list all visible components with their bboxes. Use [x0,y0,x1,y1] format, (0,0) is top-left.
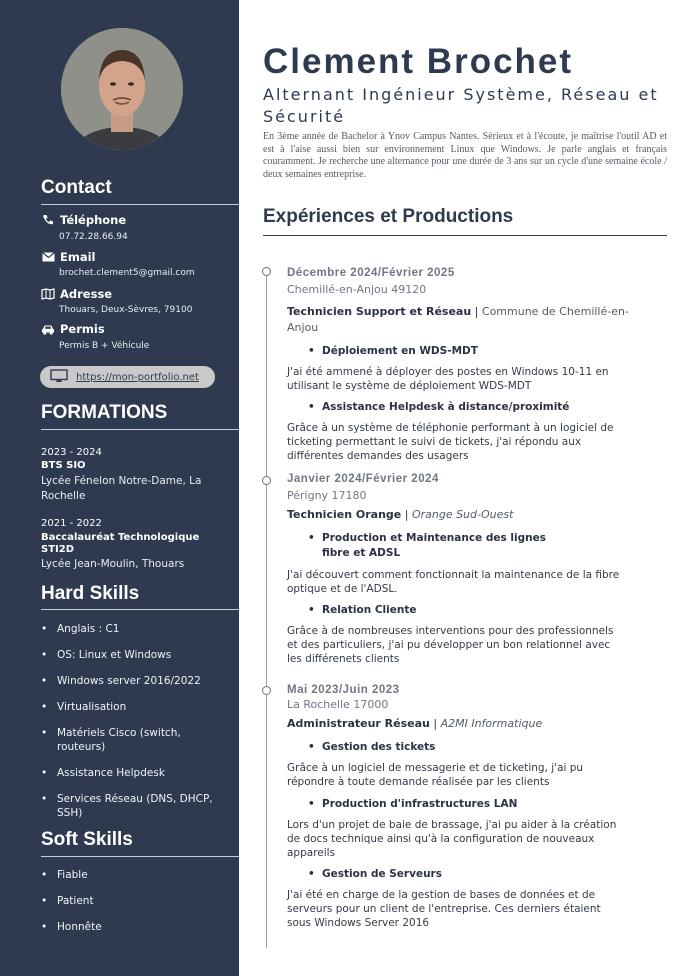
list-item: • Assistance Helpdesk [41,766,226,780]
timeline-line [266,272,267,948]
task-description: J'ai été en charge de la gestion de bases de données et de serveurs pour un client de l'entreprise. Ces derniers étaient sous Windows Server 2016 [287,889,601,929]
task-title: • Assistance Helpdesk à distance/proximité [322,400,602,415]
car-icon [41,323,55,335]
experience-date: Décembre 2024/Février 2025 [287,267,455,279]
phone-label: Téléphone [41,213,126,227]
formations-heading: FORMATIONS [41,402,168,423]
hard-skills-divider [41,609,239,610]
sidebar [0,0,239,976]
experience-heading: Expériences et Productions [263,206,514,227]
address-label: Adresse [41,287,112,301]
license-value: Permis B + Véhicule [59,341,150,351]
task-description: J'ai découvert comment fonctionnait la maintenance de la fibre optique et de l'ADSL. [287,569,620,595]
phone-value: 07.72.28.66.94 [59,232,128,242]
task-title: • Gestion des tickets [322,740,602,755]
task-title: • Gestion de Serveurs [322,867,602,882]
task-title: • Production d'infrastructures LAN [322,797,602,812]
task-description: Grâce à un système de téléphonie performant à un logiciel de ticketing permettant le suivi de tickets, j'ai répondu aux différentes demandes des usagers [287,422,614,462]
person-name: Clement Brochet [263,42,574,81]
phone-icon [41,214,55,226]
address-value: Thouars, Deux-Sèvres, 79100 [59,305,193,315]
list-item: • Windows server 2016/2022 [41,674,226,688]
task-title: • Relation Cliente [322,603,602,618]
formation-years: 2023 - 2024 [41,447,102,458]
task-title: • Production et Maintenance des lignes fibre et ADSL [322,531,562,561]
task-description: Lors d'un projet de baie de brassage, j'ai pu aider à la création de docs technique ainsi qu'à la configuration de nouveaux appareils [287,819,617,859]
formation-school: Lycée Fénelon Notre-Dame, La Rochelle [41,475,202,502]
contact-heading: Contact [41,177,112,198]
list-item: • Anglais : C1 [41,622,226,636]
experience-role: Administrateur Réseau | A2MI Informatique [287,717,543,730]
list-item: • Honnête [41,920,226,934]
task-description: Grâce à de nombreuses interventions pour des professionnels et des particuliers, j'ai pu développer un bon relationnel avec les différenets clients [287,625,614,665]
formations-divider [41,429,239,430]
email-link[interactable]: brochet.clement5@gmail.com [59,268,195,278]
experience-location: Chemillé-en-Anjou 49120 [287,283,427,296]
experience-role: Technicien Orange | Orange Sud-Ouest [287,508,514,521]
job-title: Alternant Ingénieur Système, Réseau et Sécurité [263,85,659,126]
contact-divider [41,204,239,205]
timeline-dot [262,476,271,485]
experience-role: Technicien Support et Réseau | Commune de Chemillé-en-Anjou [287,305,629,334]
list-item: • Matériels Cisco (switch, routeurs) [41,726,226,754]
portfolio-url[interactable]: https://mon-portfolio.net [76,371,199,383]
experience-location: Périgny 17180 [287,489,367,502]
formation-degree: BTS SIO [41,460,86,471]
task-description: Grâce à un logiciel de messagerie et de ticketing, j'ai pu répondre à toute demande réalisée par les clients [287,762,584,788]
experience-divider [263,235,667,236]
timeline-dot [262,267,271,276]
formation-degree: Baccalauréat Technologique STI2D [41,532,200,555]
soft-skills-list [41,868,226,934]
envelope-icon [41,251,55,263]
soft-skills-divider [41,856,239,857]
list-item: • Virtualisation [41,700,226,714]
experience-date: Mai 2023/Juin 2023 [287,684,400,696]
experience-date: Janvier 2024/Février 2024 [287,473,439,485]
hard-skills-list [41,622,226,820]
timeline-dot [262,686,271,695]
list-item: • Patient [41,894,226,908]
task-title: • Déploiement en WDS-MDT [322,344,602,359]
soft-skills-heading: Soft Skills [41,829,133,850]
task-description: J'ai été ammené à déployer des postes en Windows 10-11 en utilisant le système de déploiement WDS-MDT [287,366,609,392]
map-icon [41,288,55,300]
formation-school: Lycée Jean-Moulin, Thouars [41,558,185,570]
experience-location: La Rochelle 17000 [287,698,389,711]
email-label: Email [41,250,95,264]
portfolio-link[interactable] [40,366,215,388]
list-item: • Services Réseau (DNS, DHCP, SSH) [41,792,226,820]
license-label: Permis [41,322,105,336]
profile-summary: En 3ème année de Bachelor à Ynov Campus Nantes. Sérieux et à l'écoute, je maîtrise l'outil AD et est à l'aise aussi bien sur environnement Linux que Windows. Je parle anglais et français couramment. Je recherche une alternance pour une durée de 3 ans sur un cycle d'une semaine école / deux semaines entreprise. [263,131,667,180]
list-item: • Fiable [41,868,226,882]
formation-years: 2021 - 2022 [41,518,102,529]
list-item: • OS: Linux et Windows [41,648,226,662]
hard-skills-heading: Hard Skills [41,583,140,604]
monitor-icon [50,368,68,387]
avatar [61,28,183,150]
